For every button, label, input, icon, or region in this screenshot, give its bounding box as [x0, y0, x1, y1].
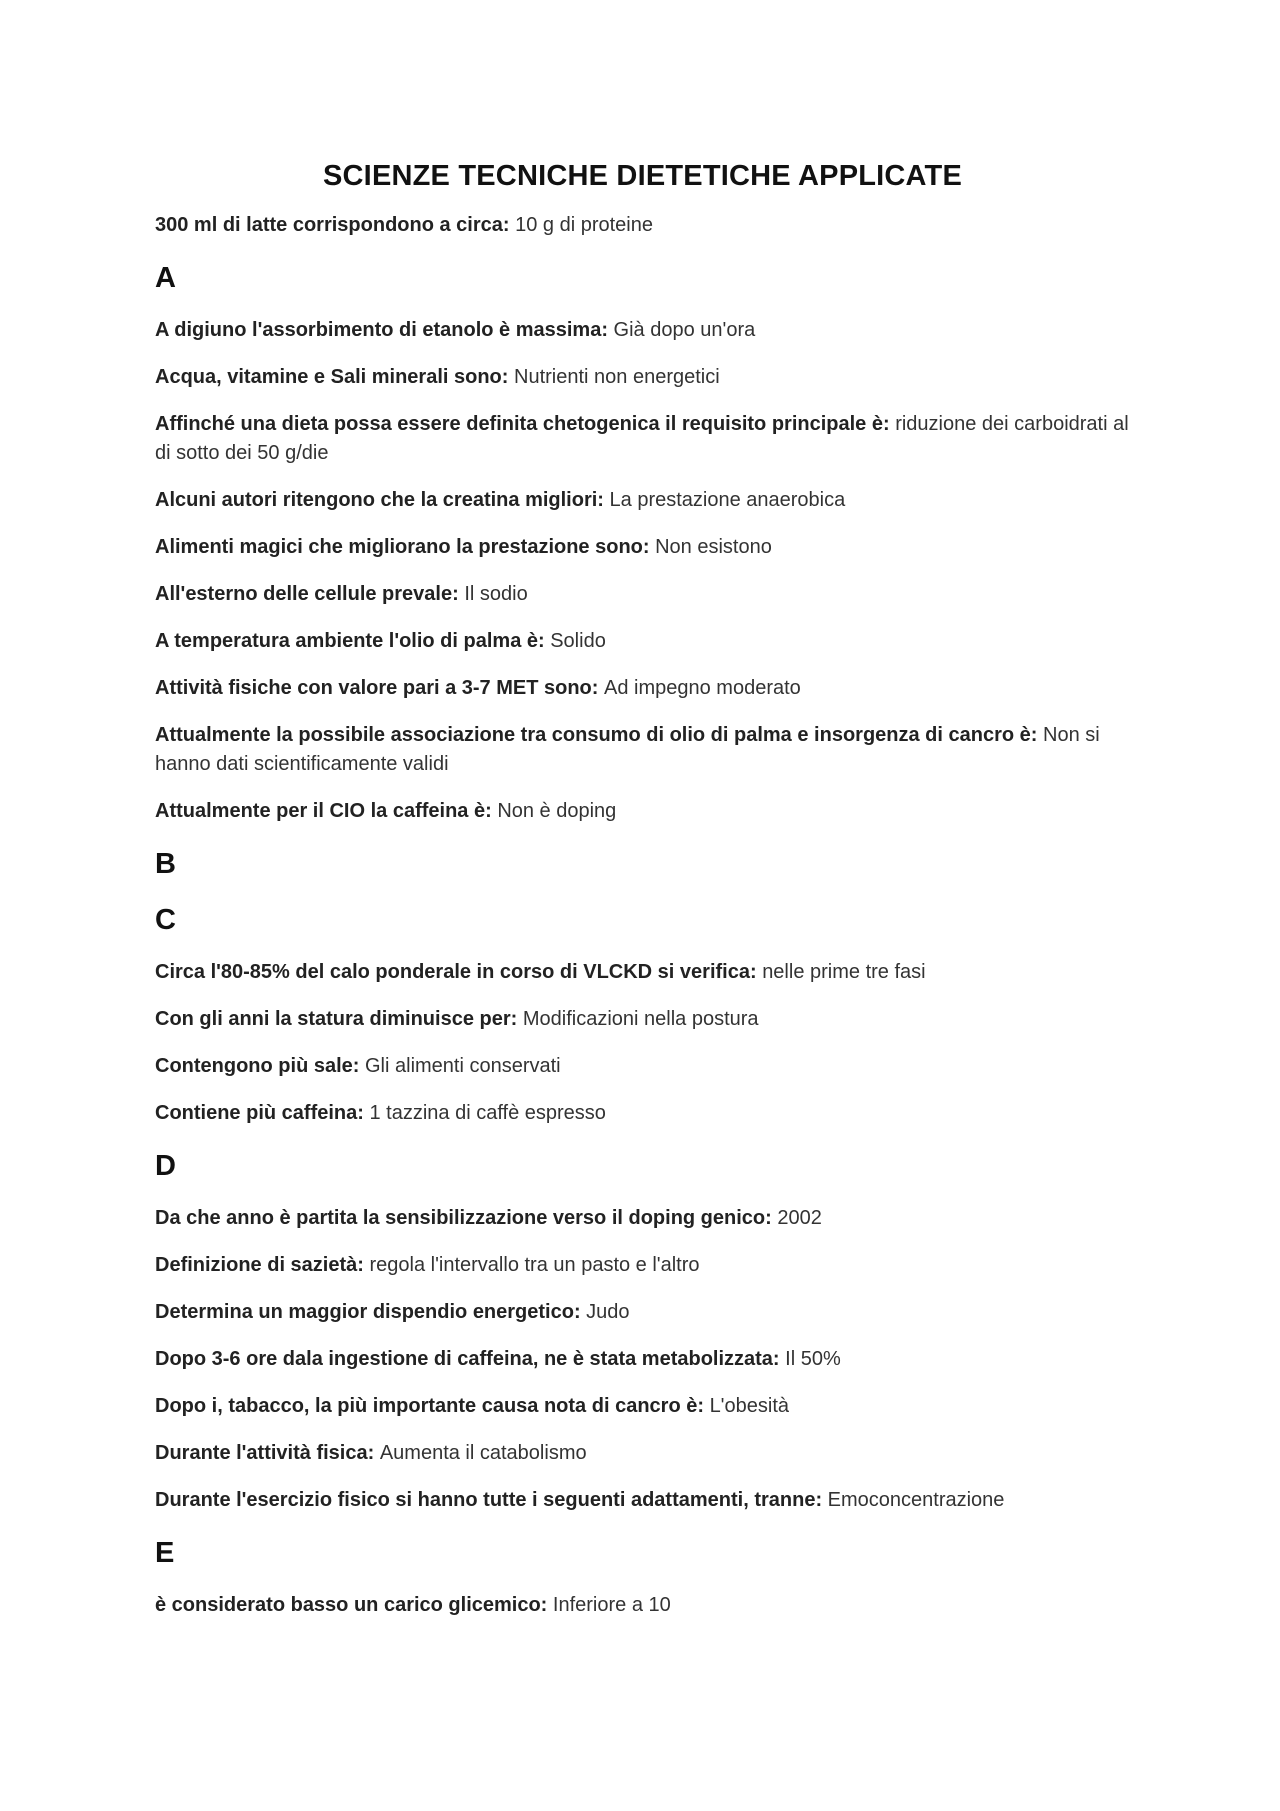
question: Affinché una dieta possa essere definita chetogenica il requisito principale è:: [155, 413, 896, 435]
question: Determina un maggior dispendio energetico:: [155, 1301, 587, 1323]
question: Da che anno è partita la sensibilizzazione verso il doping genico:: [155, 1207, 778, 1229]
question: Durante l'attività fisica:: [155, 1442, 380, 1464]
qa-entry: [155, 533, 1130, 562]
question: Attività fisiche con valore pari a 3-7 MET sono:: [155, 677, 604, 699]
question: Alcuni autori ritengono che la creatina migliori:: [155, 489, 610, 511]
question: Dopo i, tabacco, la più importante causa nota di cancro è:: [155, 1395, 710, 1417]
answer: Non è doping: [497, 800, 617, 822]
section-letter-e: E: [155, 1537, 175, 1569]
question: è considerato basso un carico glicemico:: [155, 1594, 553, 1616]
answer: nelle prime tre fasi: [762, 961, 926, 983]
question: All'esterno delle cellule prevale:: [155, 583, 465, 605]
question: 300 ml di latte corrispondono a circa:: [155, 214, 516, 236]
answer: Emoconcentrazione: [827, 1489, 1005, 1511]
answer: Il 50%: [785, 1348, 841, 1370]
answer: regola l'intervallo tra un pasto e l'altro: [369, 1254, 700, 1276]
answer: 2002: [777, 1207, 822, 1229]
answer: Judo: [586, 1301, 630, 1323]
question: A temperatura ambiente l'olio di palma è:: [155, 630, 551, 652]
answer: riduzione dei carboidrati al di sotto dei 50 g/die: [155, 413, 1129, 464]
section-letter-d: D: [155, 1150, 176, 1182]
answer: Già dopo un'ora: [613, 319, 756, 341]
section-letter-a: A: [155, 262, 176, 294]
qa-entry: [155, 1204, 1130, 1233]
qa-entry: [155, 1005, 1130, 1034]
question: Alimenti magici che migliorano la prestazione sono:: [155, 536, 656, 558]
document-title: SCIENZE TECNICHE DIETETICHE APPLICATE: [323, 160, 962, 192]
qa-entry: [155, 1439, 1130, 1468]
answer: Ad impegno moderato: [604, 677, 801, 699]
qa-entry: [155, 1099, 1130, 1128]
qa-entry: [155, 410, 1130, 468]
question: Attualmente la possibile associazione tra consumo di olio di palma e insorgenza di cancro è:: [155, 724, 1043, 746]
answer: Non si hanno dati scientificamente validi: [155, 724, 1100, 775]
qa-entry: [155, 1298, 1130, 1327]
answer: L'obesità: [709, 1395, 789, 1417]
answer: Gli alimenti conservati: [365, 1055, 561, 1077]
qa-entry: [155, 958, 1130, 987]
question: Durante l'esercizio fisico si hanno tutte i seguenti adattamenti, tranne:: [155, 1489, 828, 1511]
qa-entry: [155, 316, 1130, 345]
section-letter-b: B: [155, 848, 176, 880]
intro-entry: [155, 211, 1130, 240]
answer: La prestazione anaerobica: [609, 489, 846, 511]
answer: 10 g di proteine: [515, 214, 653, 236]
qa-entry: [155, 1251, 1130, 1280]
question: Attualmente per il CIO la caffeina è:: [155, 800, 498, 822]
question: Circa l'80-85% del calo ponderale in corso di VLCKD si verifica:: [155, 961, 763, 983]
qa-entry: [155, 1591, 1130, 1620]
answer: Non esistono: [655, 536, 772, 558]
question: Con gli anni la statura diminuisce per:: [155, 1008, 523, 1030]
qa-entry: [155, 363, 1130, 392]
answer: Aumenta il catabolismo: [379, 1442, 587, 1464]
qa-entry: [155, 627, 1130, 656]
qa-entry: [155, 674, 1130, 703]
question: A digiuno l'assorbimento di etanolo è massima:: [155, 319, 614, 341]
answer: Solido: [550, 630, 606, 652]
qa-entry: [155, 721, 1130, 779]
question: Definizione di sazietà:: [155, 1254, 370, 1276]
section-letter-c: C: [155, 904, 176, 936]
answer: Nutrienti non energetici: [514, 366, 720, 388]
qa-entry: [155, 797, 1130, 826]
qa-entry: [155, 1052, 1130, 1081]
qa-entry: [155, 1345, 1130, 1374]
answer: Inferiore a 10: [552, 1594, 671, 1616]
answer: Il sodio: [464, 583, 528, 605]
answer: Modificazioni nella postura: [522, 1008, 759, 1030]
question: Contengono più sale:: [155, 1055, 365, 1077]
question: Dopo 3-6 ore dala ingestione di caffeina, ne è stata metabolizzata:: [155, 1348, 786, 1370]
qa-entry: [155, 1392, 1130, 1421]
answer: 1 tazzina di caffè espresso: [369, 1102, 606, 1124]
qa-entry: [155, 1486, 1130, 1515]
question: Contiene più caffeina:: [155, 1102, 370, 1124]
question: Acqua, vitamine e Sali minerali sono:: [155, 366, 514, 388]
qa-entry: [155, 580, 1130, 609]
qa-entry: [155, 486, 1130, 515]
